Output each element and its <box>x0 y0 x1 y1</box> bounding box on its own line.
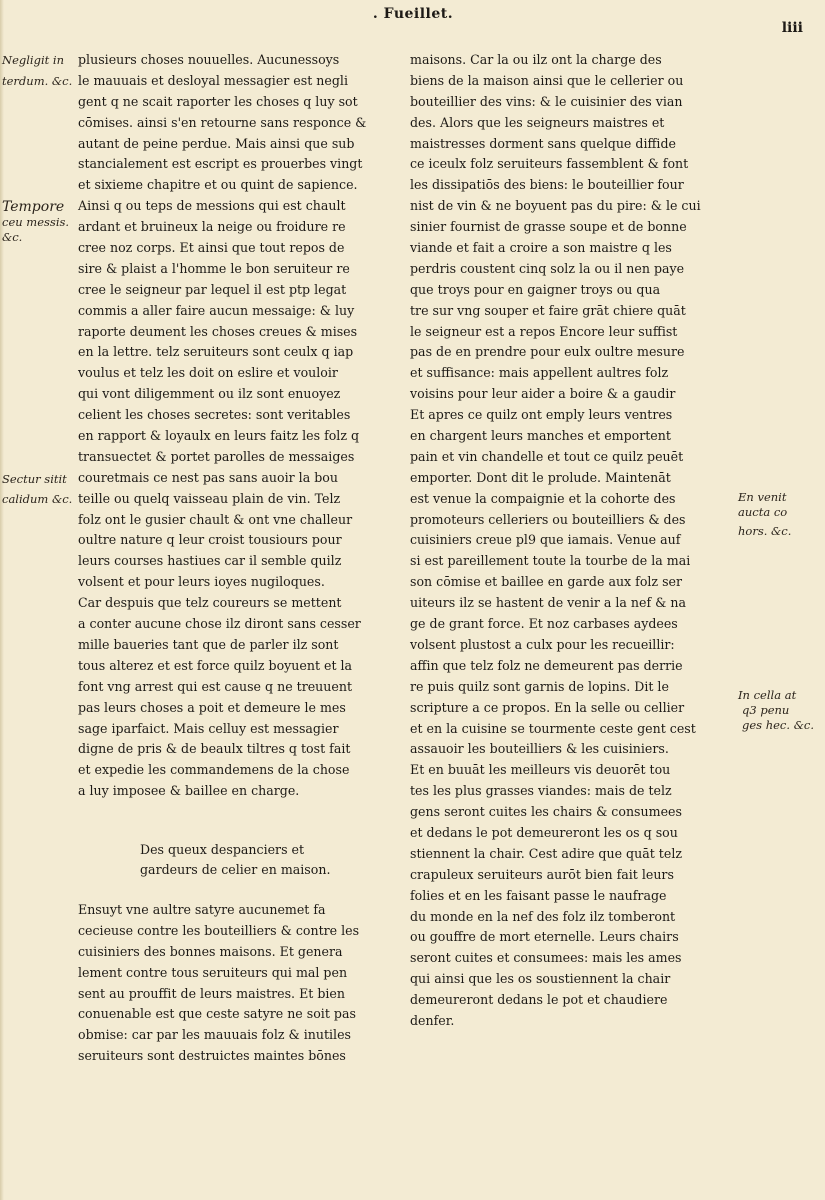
rubric-line: Des queux despanciers et <box>140 842 305 857</box>
text-line: raporte deument les choses creues & mises <box>78 323 358 339</box>
margin-note-line: In cella at <box>738 688 797 702</box>
text-line: ce iceulx folz seruiteurs fassemblent & font <box>410 156 689 172</box>
text-line: sage iparfaict. Mais celluy est messagier <box>78 720 339 736</box>
text-line: le mauuais et desloyal messagier est negli <box>78 72 348 88</box>
text-line: et sixieme chapitre et ou quint de sapience. <box>78 177 358 193</box>
text-line: ardant et bruineux la neige ou froidure re <box>78 219 346 235</box>
text-line: est venue la compaignie et la cohorte des <box>410 490 676 506</box>
text-line: plusieurs choses nouuelles. Aucunessoys <box>78 52 340 67</box>
text-line: conuenable est que ceste satyre ne soit pas <box>78 1006 356 1022</box>
text-line: Et en buuāt les meilleurs vis deuorēt tou <box>410 762 671 778</box>
text-line: voisins pour leur aider a boire & a gaudir <box>410 386 676 402</box>
text-line: autant de peine perdue. Mais ainsi que sub <box>78 135 355 151</box>
text-line: volsent plustost a culx pour les recueillir: <box>410 636 675 652</box>
margin-note-line: ceu messis. <box>2 215 70 229</box>
rubric-line: gardeurs de celier en maison. <box>140 862 331 877</box>
text-line: re puis quilz sont garnis de lopins. Dit le <box>410 678 669 694</box>
text-line: qui vont diligemment ou ilz sont enuoyez <box>78 386 341 402</box>
margin-note-line: Tempore <box>2 199 65 215</box>
text-line: cuisiniers creue pl9 que iamais. Venue auf <box>410 532 681 548</box>
text-line: scripture a ce propos. En la selle ou cellier <box>410 699 685 715</box>
text-line: pas leurs choses a poit et demeure le mes <box>78 699 346 715</box>
folio-number: liii <box>781 20 803 36</box>
text-line: tous alterez et est force quilz boyuent et la <box>78 657 353 673</box>
text-line: oultre nature q leur croist tousiours pour <box>78 532 342 548</box>
text-line: seruiteurs sont destruictes maintes bōnes <box>78 1048 346 1064</box>
text-line: en la lettre. telz seruiteurs sont ceulx q iap <box>78 344 354 360</box>
text-line: cuisiniers des bonnes maisons. Et genera <box>78 943 343 959</box>
text-line: teille ou quelq vaisseau plain de vin. Telz <box>78 490 341 506</box>
right-column-text <box>410 50 728 1032</box>
text-line: que troys pour en gaigner troys ou qua <box>410 281 661 297</box>
text-line: sent au prouffit de leurs maistres. Et bien <box>78 985 345 1001</box>
margin-note-tempore <box>2 200 69 245</box>
text-line: perdris coustent cinq solz la ou il nen paye <box>410 260 685 276</box>
margin-note-line: ges hec. &c. <box>742 718 815 732</box>
text-line: pain et vin chandelle et tout ce quilz peuēt <box>410 448 684 464</box>
text-line: emporter. Dont dit le prolude. Maintenāt <box>410 469 671 485</box>
text-line: promoteurs celleriers ou bouteilliers & des <box>410 511 686 527</box>
text-line: cōmises. ainsi s'en retourne sans responce & <box>78 114 367 130</box>
text-line: folies et en les faisant passe le naufrage <box>410 887 667 903</box>
text-line: Ensuyt vne aultre satyre aucunemet fa <box>78 902 326 917</box>
text-line: demeureront dedans le pot et chaudiere <box>410 992 668 1008</box>
text-line: a conter aucune chose ilz diront sans cesser <box>78 616 361 632</box>
text-line: en chargent leurs manches et emportent <box>410 428 671 444</box>
margin-note-line: terdum. &c. <box>2 74 73 88</box>
text-line: viande et fait a croire a son maistre q les <box>410 240 672 256</box>
margin-note-sectur <box>2 472 72 507</box>
text-line: et suffisance: mais appellent aultres folz <box>410 365 669 381</box>
text-line: stancialement est escript es prouerbes vingt <box>78 156 363 172</box>
text-line: Et apres ce quilz ont emply leurs ventres <box>410 407 673 423</box>
margin-note-en-venit <box>738 490 791 539</box>
text-line: cree le seigneur par lequel il est ptp legat <box>78 281 347 297</box>
text-line: lement contre tous seruiteurs qui mal pen <box>78 964 348 980</box>
text-line: tre sur vng souper et faire grāt chiere quāt <box>410 302 686 318</box>
text-line: volsent et pour leurs ioyes nugiloques. <box>78 574 325 590</box>
margin-note-line: calidum &c. <box>2 492 73 506</box>
text-line: si est pareillement toute la tourbe de la mai <box>410 553 691 569</box>
text-line: nist de vin & ne boyuent pas du pire: & le cui <box>410 198 701 214</box>
text-line: maisons. Car la ou ilz ont la charge des <box>410 52 662 67</box>
margin-note-line: &c. <box>2 230 23 244</box>
margin-note-line: aucta co <box>738 505 788 519</box>
text-line: des. Alors que les seigneurs maistres et <box>410 114 665 130</box>
text-line: a luy imposee & baillee en charge. <box>78 783 300 799</box>
text-line: cree noz corps. Et ainsi que tout repos de <box>78 240 345 256</box>
margin-note-line: Negligit in <box>2 53 64 67</box>
text-line: affin que telz folz ne demeurent pas derrie <box>410 657 683 673</box>
left-column-text-continued <box>78 900 396 1067</box>
text-line: sinier fournist de grasse soupe et de bonne <box>410 219 687 235</box>
text-line: leurs courses hastiues car il semble quilz <box>78 553 342 569</box>
text-line: et en la cuisine se tourmente ceste gent cest <box>410 720 696 736</box>
text-line: folz ont le gusier chault & ont vne challeur <box>78 511 353 527</box>
text-line: gens seront cuites les chairs & consumees <box>410 804 682 820</box>
text-line: digne de pris & de beaulx tiltres q tost fait <box>78 741 351 757</box>
left-column-text <box>78 50 396 802</box>
text-line: uiteurs ilz se hastent de venir a la nef & na <box>410 595 686 611</box>
scan-edge <box>0 0 4 1200</box>
text-line: le seigneur est a repos Encore leur suffist <box>410 323 678 339</box>
chapter-rubric <box>140 840 390 880</box>
text-line: seront cuites et consumees: mais les ames <box>410 950 682 966</box>
text-line: commis a aller faire aucun messaige: & luy <box>78 302 355 318</box>
text-line: voulus et telz les doit on eslire et vouloir <box>78 365 338 381</box>
text-line: obmise: car par les mauuais folz & inutiles <box>78 1027 351 1043</box>
margin-note-line: En venit <box>738 490 787 504</box>
text-line: transuectet & portet parolles de messaiges <box>78 448 355 464</box>
text-line: assauoir les bouteilliers & les cuisiniers. <box>410 741 669 757</box>
text-line: crapuleux seruiteurs aurōt bien fait leurs <box>410 866 674 882</box>
text-line: sire & plaist a l'homme le bon seruiteur re <box>78 260 350 276</box>
text-line: couretmais ce nest pas sans auoir la bou <box>78 469 338 485</box>
text-line: pas de en prendre pour eulx oultre mesure <box>410 344 685 360</box>
text-line: et dedans le pot demeureront les os q sou <box>410 824 678 840</box>
text-line: celient les choses secretes: sont veritables <box>78 407 351 423</box>
margin-note-in-cella <box>738 688 814 733</box>
margin-note-line: q3 penu <box>742 703 790 717</box>
text-line: stiennent la chair. Cest adire que quāt telz <box>410 845 682 861</box>
text-line: bouteillier des vins: & le cuisinier des vian <box>410 93 683 109</box>
text-line: tes les plus grasses viandes: mais de telz <box>410 783 672 799</box>
text-line: et expedie les commandemens de la chose <box>78 762 350 778</box>
text-line: Ainsi q ou teps de messions qui est chault <box>78 198 346 214</box>
text-line: mille baueries tant que de parler ilz sont <box>78 636 339 652</box>
text-line: du monde en la nef des folz ilz tomberont <box>410 908 676 924</box>
text-line: cecieuse contre les bouteilliers & contre les <box>78 922 360 938</box>
margin-note-line: hors. &c. <box>738 524 792 538</box>
text-line: ge de grant force. Et noz carbases aydees <box>410 616 678 632</box>
text-line: biens de la maison ainsi que le cellerier ou <box>410 72 684 88</box>
text-line: maistresses dorment sans quelque diffide <box>410 135 676 151</box>
text-line: son cōmise et baillee en garde aux folz ser <box>410 574 683 590</box>
text-line: qui ainsi que les os soustiennent la chair <box>410 971 671 987</box>
text-line: en rapport & loyaulx en leurs faitz les folz q <box>78 428 360 444</box>
text-line: gent q ne scait raporter les choses q luy sot <box>78 93 358 109</box>
text-line: denfer. <box>410 1012 455 1028</box>
text-line: ou gouffre de mort eternelle. Leurs chairs <box>410 929 679 945</box>
running-header: . Fueillet. <box>372 6 454 22</box>
text-line: Car despuis que telz coureurs se mettent <box>78 595 342 611</box>
margin-note-negligit <box>2 53 72 89</box>
text-line: les dissipatiōs des biens: le bouteillier four <box>410 177 684 193</box>
margin-note-line: Sectur sitit <box>2 472 67 486</box>
text-line: font vng arrest qui est cause q ne treuuent <box>78 678 353 694</box>
